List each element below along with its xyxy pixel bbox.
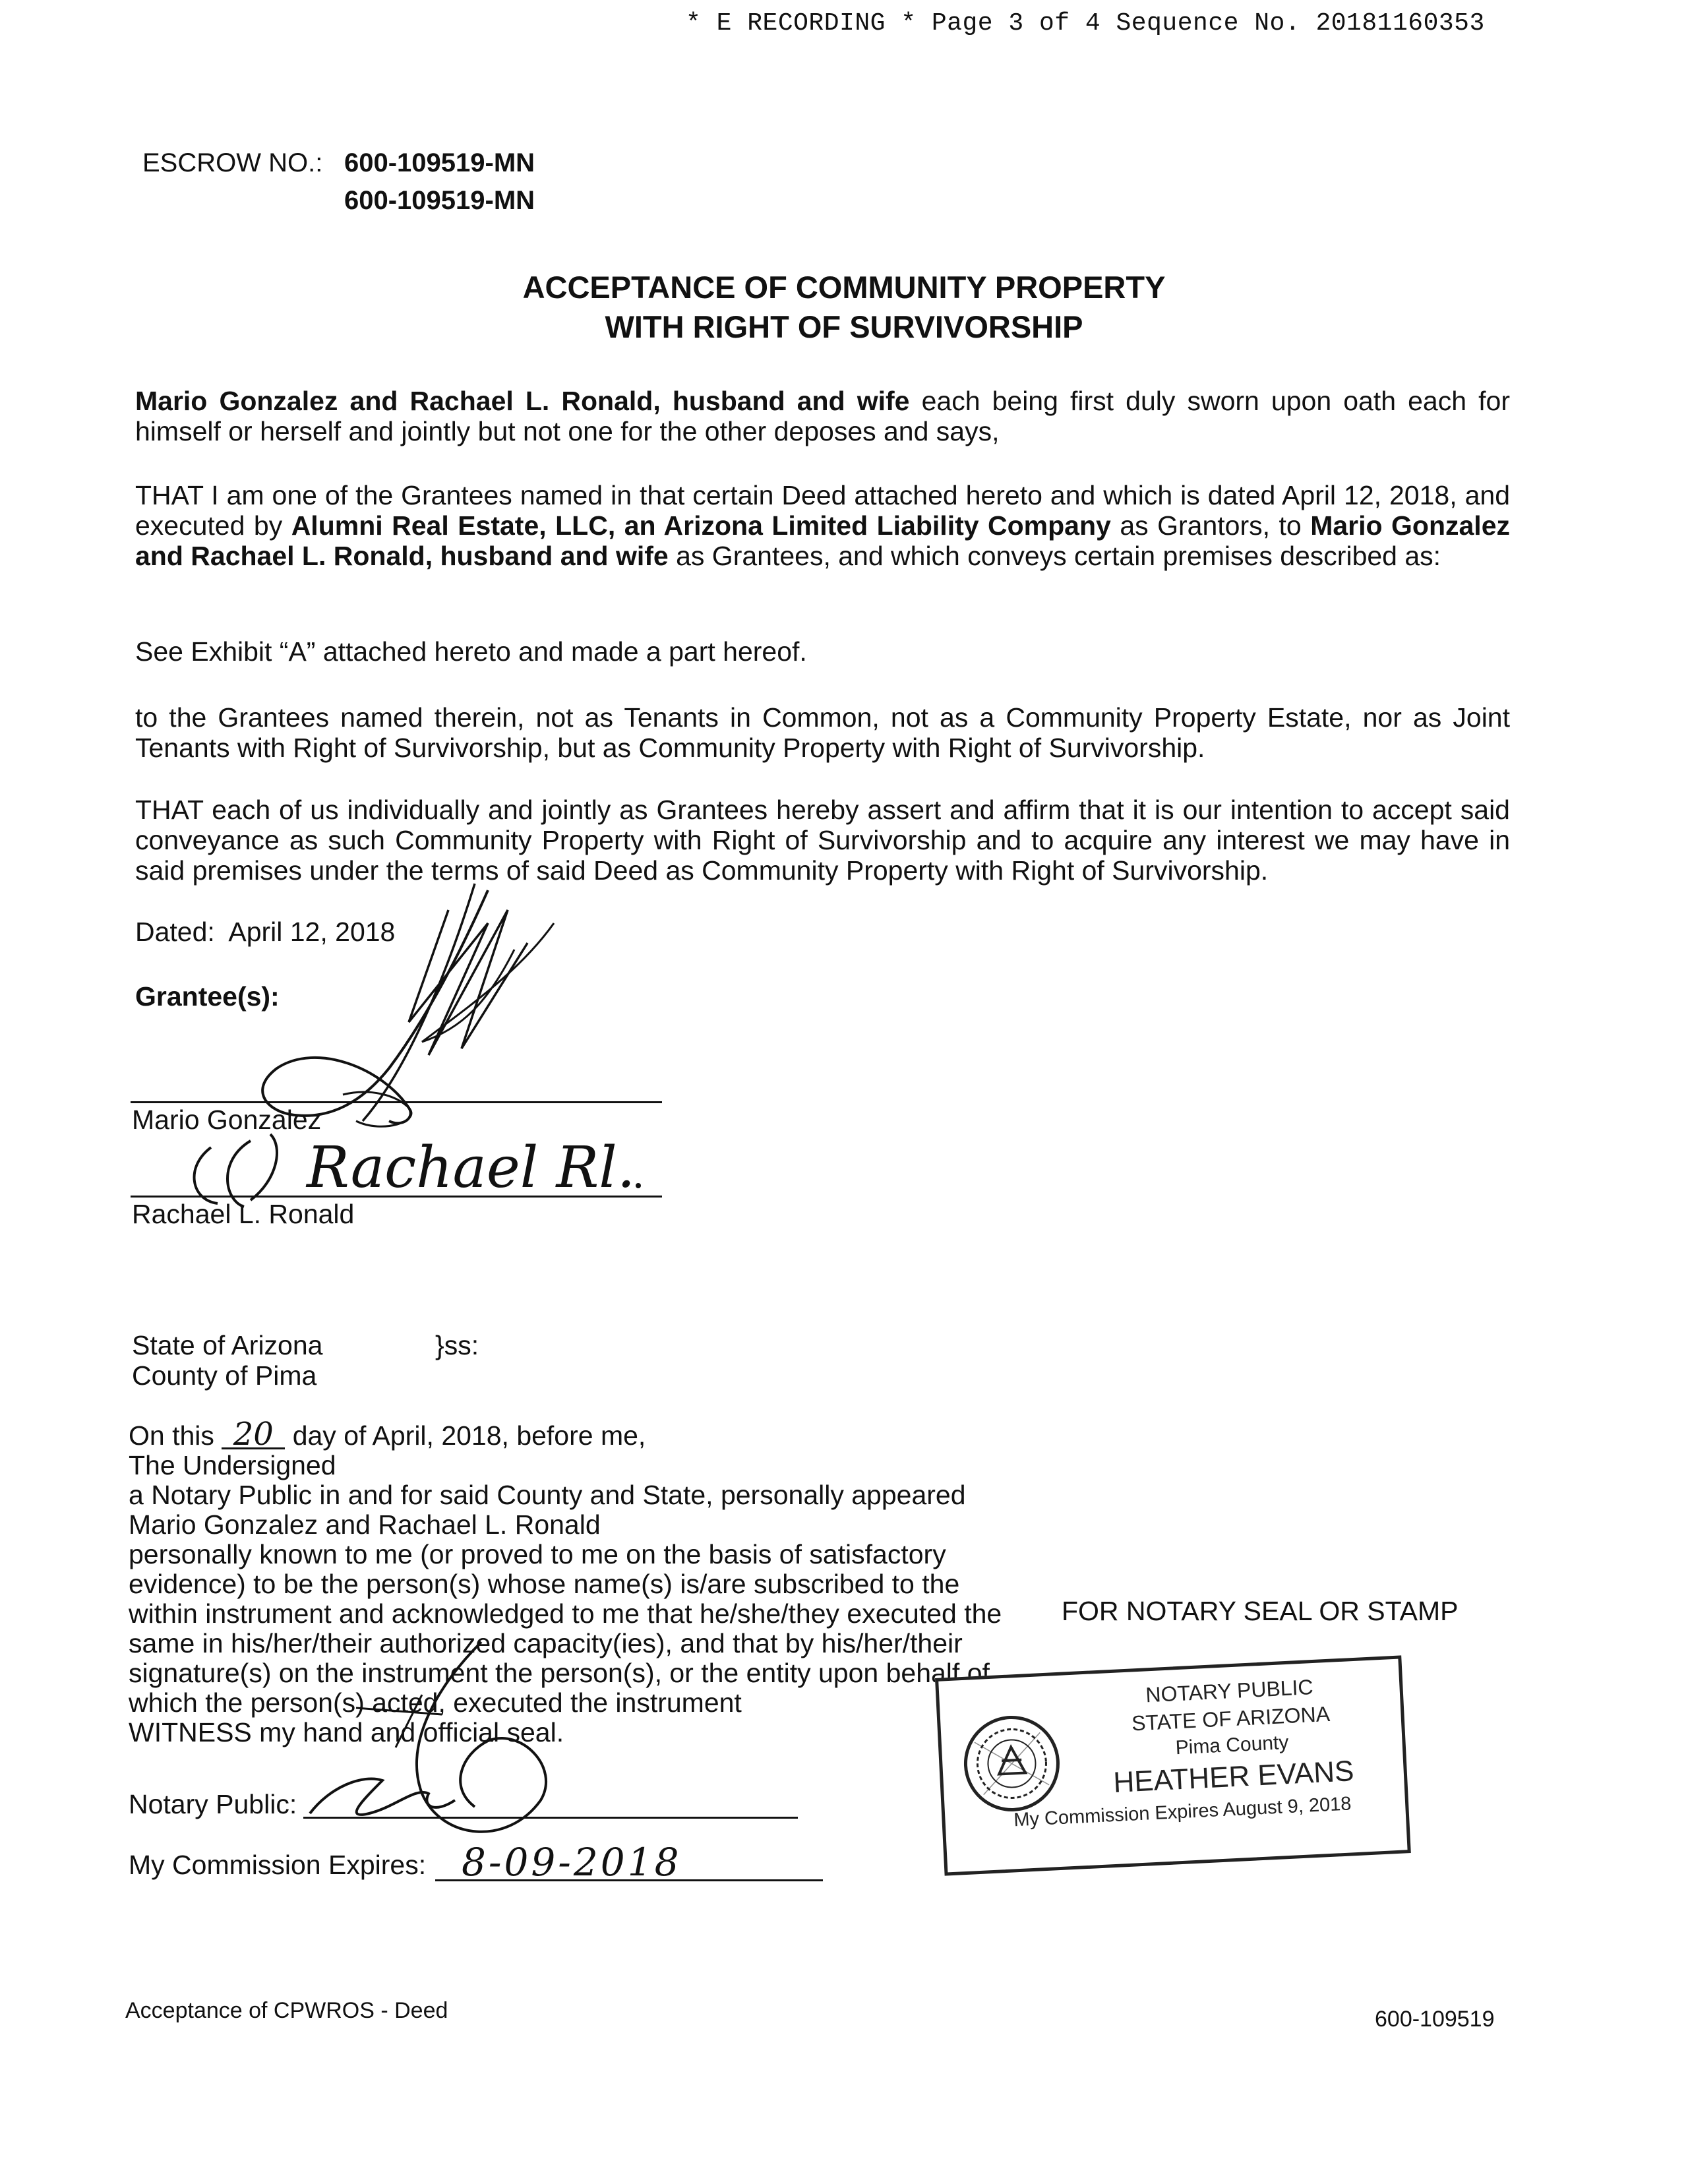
document-title-line2: WITH RIGHT OF SURVIVORSHIP xyxy=(605,309,1083,344)
affiant-parties: Mario Gonzalez and Rachael L. Ronald, husband and wife xyxy=(135,386,910,416)
dated-label: Dated: xyxy=(135,917,215,947)
commission-date-handwritten: 8-09-2018 xyxy=(462,1840,682,1885)
tenancy-paragraph: to the Grantees named therein, not as Tenants in Common, not as a Community Property Estate, nor as Joint Tenants with Right of Survivorship, but as Community Property with Right of Survivorship. xyxy=(135,702,1510,763)
footer-document-name: Acceptance of CPWROS - Deed xyxy=(125,1998,448,2023)
grantee-names: Mario Gonzalez and Rachael L. Ronald, husband and wife xyxy=(135,510,1510,571)
exhibit-reference: See Exhibit “A” attached hereto and made a part hereof. xyxy=(135,636,807,667)
seal-area-label: FOR NOTARY SEAL OR STAMP xyxy=(1062,1596,1459,1626)
venue-county: County of Pima xyxy=(132,1360,317,1391)
notary-acknowledgment: On this 20 day of April, 2018, before me, The Undersigned a Notary Public in and for said County and State, personally appeared Mario Gonzalez and Rachael L. Ronald personally known to me (or proved to me on the basis of satisfactory evidence) to be the person(s) whose name(s) is/are subscribed to the within instrument and acknowledged to me that he/she/they executed the same in his/her/their authorized capacity(ies), and that by his/her/their signature(s) on the instrument the person(s), or the entity upon behalf of which the person(s) acted, executed the instrument WITNESS my hand and official seal. xyxy=(129,1421,1025,1747)
deed-paragraph: THAT I am one of the Grantees named in that certain Deed attached hereto and which is dated April 12, 2018, and executed by Alumni Real Estate, LLC, an Arizona Limited Liability Company as Grantors, to Mario Gonzalez and Rachael L. Ronald, husband and wife as Grantees, and which conveys certain premises described as: xyxy=(135,480,1510,571)
affiant-oath-text: each being first duly sworn upon oath each for himself or herself and jointly but not one for the other deposes and says, xyxy=(135,386,1510,446)
venue-state: State of Arizona xyxy=(132,1330,323,1360)
on-this-line: On this 20 day of April, 2018, before me, xyxy=(129,1416,646,1453)
commission-label: My Commission Expires: xyxy=(129,1850,427,1880)
grantees-heading: Grantee(s): xyxy=(135,981,280,1012)
grantor-name: Alumni Real Estate, LLC, an Arizona Limited Liability Company xyxy=(291,510,1111,541)
stamp-county: Pima County xyxy=(1174,1731,1290,1759)
undersigned-line: The Undersigned xyxy=(129,1450,336,1480)
notary-signature-line xyxy=(303,1817,798,1819)
document-title-line1: ACCEPTANCE OF COMMUNITY PROPERTY xyxy=(522,270,1166,305)
venue-ss: }ss: xyxy=(435,1330,479,1360)
notary-seal-emblem xyxy=(960,1712,1064,1815)
escrow-number-repeat: 600-109519-MN xyxy=(344,186,535,215)
affirmation-paragraph: THAT each of us individually and jointly as Grantees hereby assert and affirm that it is our intention to accept said conveyance as such Community Property with Right of Survivorship and to acquire any interest we may have in said premises under the terms of said Deed as Community Property with Right of Survivorship. xyxy=(135,795,1510,886)
affiant-paragraph xyxy=(135,386,1510,446)
recording-header: * E RECORDING * Page 3 of 4 Sequence No. 20181160353 xyxy=(686,9,1485,38)
witness-line: WITNESS my hand and official seal. xyxy=(129,1717,564,1747)
notary-public-label: Notary Public: xyxy=(129,1789,297,1819)
stamp-state: STATE OF ARIZONA xyxy=(1131,1701,1331,1736)
stamp-title: NOTARY PUBLIC xyxy=(1145,1675,1314,1707)
footer-escrow-number: 600-109519 xyxy=(1375,2007,1495,2032)
signer-1-name: Mario Gonzalez xyxy=(132,1105,322,1135)
notary-signature xyxy=(290,1629,593,1853)
stamp-notary-name: HEATHER EVANS xyxy=(1112,1755,1355,1799)
signature-line-2 xyxy=(131,1196,662,1198)
escrow-number: 600-109519-MN xyxy=(344,148,535,177)
dated-date: April 12, 2018 xyxy=(228,917,396,947)
signature-line-1 xyxy=(131,1101,662,1103)
notary-stamp xyxy=(935,1655,1411,1875)
escrow-label: ESCROW NO.: xyxy=(142,148,323,177)
signer-2-name: Rachael L. Ronald xyxy=(132,1199,355,1229)
stamp-expiration: My Commission Expires August 9, 2018 xyxy=(1013,1793,1352,1831)
commission-line xyxy=(435,1879,823,1881)
appeared-names: Mario Gonzalez and Rachael L. Ronald xyxy=(129,1509,601,1540)
rachael-signature-script: Rachael Rl. xyxy=(307,1135,636,1201)
day-handwritten: 20 xyxy=(222,1421,285,1449)
